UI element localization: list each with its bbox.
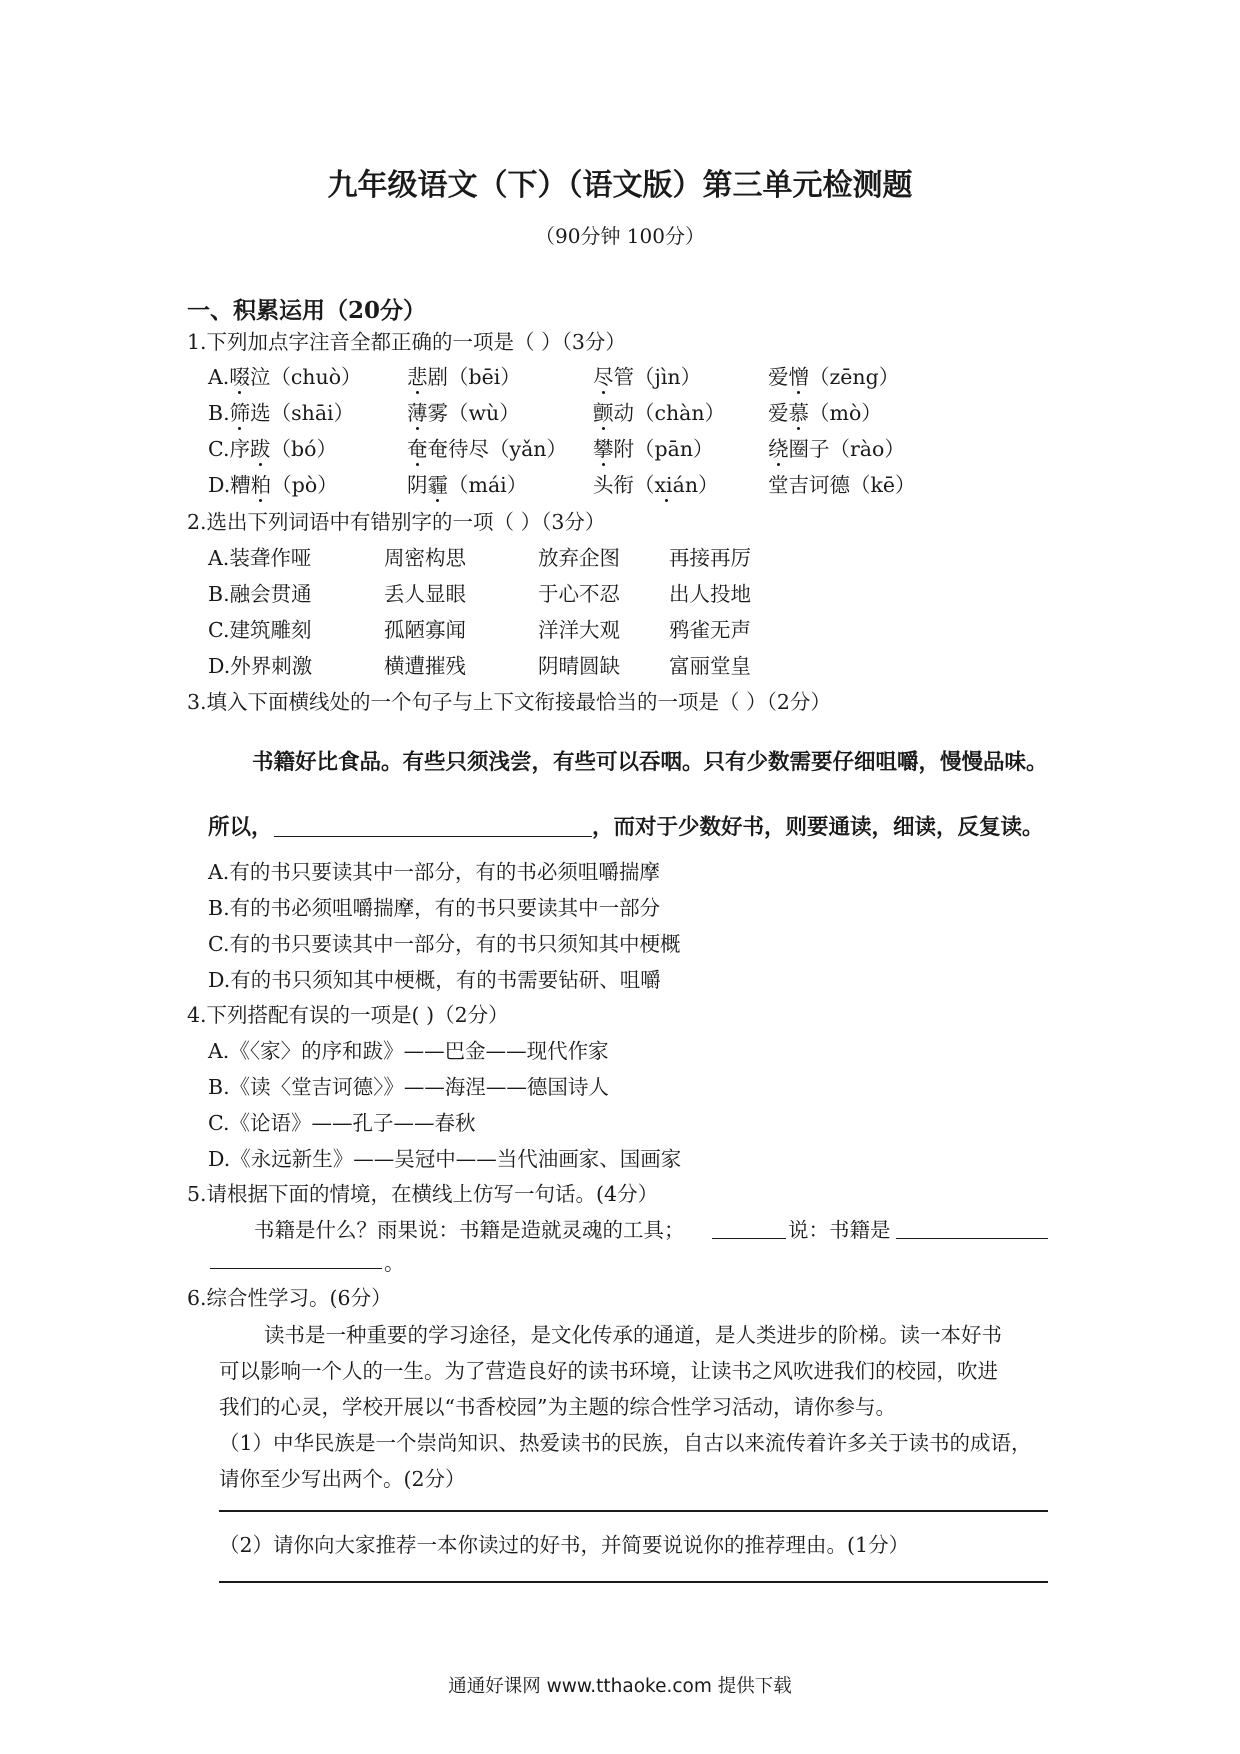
exam-duration-score: （90分钟 100分） [535, 224, 705, 248]
q2-row-a-2: 周密构思 [384, 546, 466, 570]
q2-row-b-1: B.融会贯通 [208, 582, 312, 606]
q2-row-a-1: A.装聋作哑 [208, 546, 312, 570]
q5-prompt-text: 书籍是什么？雨果说：书籍是造就灵魂的工具； [254, 1218, 685, 1242]
q5-blank-sentence-continued[interactable] [210, 1268, 382, 1269]
q1-option-d-3: 头衔（xián） [593, 473, 719, 497]
q4-option-b: B.《读〈堂吉诃德〉》——海涅——德国诗人 [208, 1075, 609, 1099]
q6-subquestion-1-line-1: （1）中华民族是一个崇尚知识、热爱读书的民族，自古以来流传着许多关于读书的成语， [219, 1431, 1032, 1455]
q1-option-a-1: A.啜泣（chuò） [208, 365, 362, 389]
q3-option-b: B.有的书必须咀嚼揣摩，有的书只要读其中一部分 [208, 896, 661, 920]
q1-option-c-3: 攀附（pān） [593, 437, 714, 461]
q1-option-a-4: 爱憎（zēng） [768, 365, 900, 389]
q4-option-a: A.《〈家〉的序和跋》——巴金——现代作家 [208, 1039, 609, 1063]
q5-period: 。 [384, 1251, 405, 1275]
q3-option-c: C.有的书只要读其中一部分，有的书只须知其中梗概 [208, 932, 681, 956]
q2-row-b-3: 于心不忍 [538, 582, 620, 606]
q2-row-b-2: 丢人显眼 [384, 582, 466, 606]
section-heading-accumulation: 一、积累运用（20分） [187, 297, 427, 324]
q6-subquestion-2: （2）请你向大家推荐一本你读过的好书，并简要说说你的推荐理由。(1分） [219, 1533, 910, 1557]
q1-option-d-1: D.糟粕（pò） [208, 473, 338, 497]
q3-option-d: D.有的书只须知其中梗概，有的书需要钻研、咀嚼 [208, 968, 661, 992]
q6-paragraph-line-3: 我们的心灵，学校开展以“书香校园”为主题的综合性学习活动，请你参与。 [219, 1395, 896, 1419]
question-5-stem: 5.请根据下面的情境，在横线上仿写一句话。(4分） [187, 1182, 659, 1206]
q3-answer-blank[interactable] [274, 836, 592, 837]
q3-passage-lead: 所以， [208, 815, 273, 840]
q6-paragraph-line-1: 读书是一种重要的学习途径，是文化传承的通道，是人类进步的阶梯。读一本好书 [264, 1323, 1002, 1347]
q4-option-d: D.《永远新生》——吴冠中——当代油画家、国画家 [208, 1147, 682, 1171]
q2-row-c-2: 孤陋寡闻 [384, 618, 466, 642]
q4-option-c: C.《论语》——孔子——春秋 [208, 1111, 476, 1135]
q1-option-d-4: 堂吉诃德（kē） [768, 473, 916, 497]
q1-option-c-2: 奄奄待尽（yǎn） [407, 437, 568, 461]
q1-option-b-4: 爱慕（mò） [768, 401, 882, 425]
q1-option-b-2: 薄雾（wù） [407, 401, 520, 425]
question-2-stem: 2.选出下列词语中有错别字的一项（ ）（3分） [187, 510, 606, 534]
q5-prompt-text-2: 说：书籍是 [788, 1218, 891, 1242]
q1-option-b-1: B.筛选（shāi） [208, 401, 355, 425]
q2-row-d-2: 横遭摧残 [384, 654, 466, 678]
q2-row-b-4: 出人投地 [669, 582, 751, 606]
q6-answer-line-1[interactable] [219, 1510, 1048, 1512]
q5-blank-sentence[interactable] [896, 1238, 1048, 1239]
q2-row-a-4: 再接再厉 [669, 546, 751, 570]
q1-option-a-2: 悲剧（bēi） [407, 365, 521, 389]
q6-paragraph-line-2: 可以影响一个人的一生。为了营造良好的读书环境，让读书之风吹进我们的校园，吹进 [219, 1359, 998, 1383]
q2-row-c-4: 鸦雀无声 [669, 618, 751, 642]
q2-row-a-3: 放弃企图 [538, 546, 620, 570]
q3-passage-tail: ，而对于少数好书，则要通读，细读，反复读。 [592, 815, 1044, 840]
question-3-stem: 3.填入下面横线处的一个句子与上下文衔接最恰当的一项是（ ）（2分） [187, 690, 831, 714]
q6-subquestion-1-line-2: 请你至少写出两个。(2分） [219, 1467, 466, 1491]
q1-option-a-3: 尽管（jìn） [593, 365, 702, 389]
page-title: 九年级语文（下）（语文版）第三单元检测题 [327, 168, 913, 203]
q2-row-d-1: D.外界刺激 [208, 654, 313, 678]
q2-row-c-1: C.建筑雕刻 [208, 618, 312, 642]
q1-option-b-3: 颤动（chàn） [593, 401, 726, 425]
footer-source: 通通好课网 www.tthaoke.com 提供下载 [448, 1676, 792, 1697]
q2-row-d-4: 富丽堂皇 [669, 654, 751, 678]
question-6-stem: 6.综合性学习。(6分） [187, 1286, 392, 1310]
q3-option-a: A.有的书只要读其中一部分，有的书必须咀嚼揣摩 [208, 860, 660, 884]
q3-passage-line-1: 书籍好比食品。有些只须浅尝，有些可以吞咽。只有少数需要仔细咀嚼，慢慢品味。 [252, 750, 1048, 775]
q1-option-d-2: 阴霾（mái） [407, 473, 528, 497]
q5-blank-speaker[interactable] [712, 1238, 786, 1239]
question-4-stem: 4.下列搭配有误的一项是( )（2分） [187, 1003, 509, 1027]
q1-option-c-1: C.序跋（bó） [208, 437, 337, 461]
q1-option-c-4: 绕圈子（rào） [768, 437, 905, 461]
q6-answer-line-2[interactable] [219, 1581, 1048, 1583]
q2-row-c-3: 洋洋大观 [538, 618, 620, 642]
q2-row-d-3: 阴晴圆缺 [538, 654, 620, 678]
question-1-stem: 1.下列加点字注音全都正确的一项是（ ）（3分） [187, 330, 626, 354]
